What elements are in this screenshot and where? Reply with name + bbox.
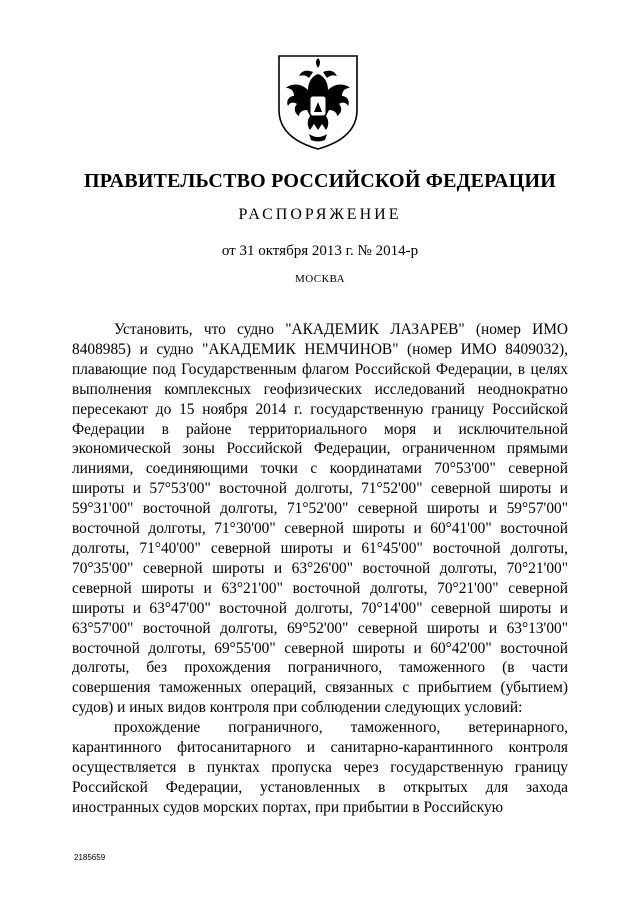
city-name: МОСКВА [294,273,346,285]
order-paragraph: прохождение пограничного, таможенного, ветеринарного, карантинного фитосанитарного и санитарно-карантинного контроля осуществляется в пунктах пропуска через государственную границу Российской Федерации, установленных в открытых для захода иностранных судов морских портах, при прибытии в Российскую [72,719,568,816]
coat-of-arms-emblem [273,50,363,152]
document-code: 2185659 [74,853,106,862]
document-type: РАСПОРЯЖЕНИЕ [238,206,402,223]
date-and-number: от 31 октября 2013 г. № 2014-р [221,243,419,259]
government-title: ПРАВИТЕЛЬСТВО РОССИЙСКОЙ ФЕДЕРАЦИИ [84,170,556,192]
order-paragraph: Установить, что судно "АКАДЕМИК ЛАЗАРЕВ" (номер ИМО 8408985) и судно "АКАДЕМИК НЕМЧИНОВ" (номер ИМО 8409032), плавающие под Государственным флагом Российской Федерации, в целях выполнения комплексных геофизических исследований неоднократно пересекают до 15 ноября 2014 г. государственную границу Российской Федерации в районе территориального моря и исключительной экономической зоны Российской Федерации, ограниченном прямыми линиями, соединяющими точки с координатами 70°53'00" северной широты и 57°53'00" восточной долготы, 71°52'00" северной широты и 59°31'00" восточной долготы, 71°52'00" северной широты и 59°57'00" восточной долготы, 71°30'00" северной широты и 60°41'00" восточной долготы, 71°40'00" северной широты и 61°45'00" восточной долготы, 70°35'00" северной широты и 63°26'00" восточной долготы, 70°21'00" северной широты и 63°21'00" восточной долготы, 70°21'00" северной широты и 63°47'00" восточной долготы, 70°14'00" северной широты и 63°57'00" восточной долготы, 69°52'00" северной широты и 63°13'00" восточной долготы, 69°55'00" северной широты и 60°42'00" восточной долготы, без прохождения пограничного, таможенного (в части совершения таможенных операций, связанных с прибытием (убытием) судов) и иных видов контроля при соблюдении следующих условий: [72,321,568,717]
order-body [72,320,568,818]
